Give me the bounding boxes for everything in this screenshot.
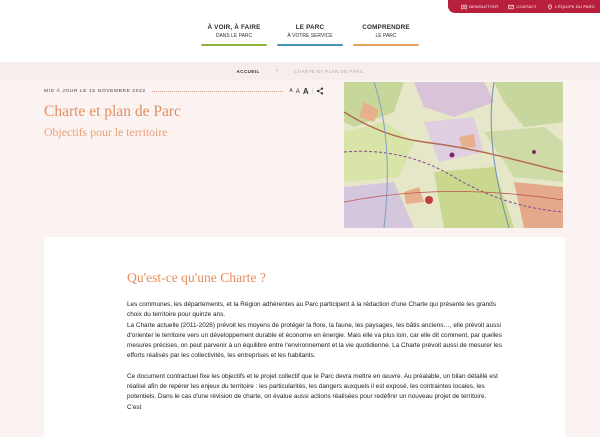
text-size-small-button[interactable]: A bbox=[289, 88, 293, 94]
dotted-divider bbox=[152, 91, 284, 92]
page-title: Charte et plan de Parc bbox=[44, 103, 181, 120]
tools-separator: | bbox=[311, 88, 313, 94]
nav-item-a-voir[interactable] bbox=[196, 24, 272, 46]
nav-subtitle: LE PARC bbox=[375, 33, 397, 39]
nav-title: LE PARC bbox=[295, 24, 325, 31]
contact-link[interactable] bbox=[508, 4, 536, 10]
share-icon[interactable] bbox=[316, 87, 324, 95]
utility-bar bbox=[448, 0, 600, 13]
nav-underline bbox=[201, 44, 267, 46]
nav-underline bbox=[353, 44, 419, 46]
nav-item-comprendre[interactable] bbox=[348, 24, 424, 46]
nav-item-le-parc[interactable] bbox=[272, 24, 348, 46]
newsletter-icon bbox=[461, 4, 467, 10]
breadcrumb bbox=[0, 62, 600, 80]
mail-icon bbox=[508, 4, 514, 10]
paragraph: La Charte actuelle (2011-2026) prévoit les moyens de protéger la flore, la faune, les paysages, les bâtis anciens…, elle prévoit aussi d'orienter le territoire vers un développement durable et économe en énergie. Mais elle va plus loin, car elle dit comment, par quelles mesures précises, on peut parvenir à un équilibre entre l'environnement et la vie quotidienne. La Charte prévoit aussi de mesurer les efforts réalisés par les collectivités, les entreprises et les habitants. bbox=[127, 321, 502, 360]
main-navigation bbox=[196, 24, 424, 46]
page-tools bbox=[289, 87, 324, 96]
page-header bbox=[44, 86, 324, 140]
content-card bbox=[44, 237, 565, 437]
section-body bbox=[127, 300, 502, 413]
site-header bbox=[0, 0, 600, 62]
nav-title: COMPRENDRE bbox=[362, 24, 410, 31]
section-heading: Qu'est-ce qu'une Charte ? bbox=[127, 270, 266, 285]
park-plan-map-image bbox=[344, 82, 563, 228]
updated-date: MIS À JOUR LE 15 NOVEMBRE 2022 bbox=[44, 88, 146, 94]
breadcrumb-separator: › bbox=[275, 68, 279, 74]
text-size-large-button[interactable]: A bbox=[302, 86, 309, 96]
newsletter-link[interactable] bbox=[461, 4, 498, 10]
nav-underline bbox=[277, 44, 343, 46]
team-label: L'ÉQUIPE DU PARC bbox=[554, 4, 595, 9]
page-subtitle: Objectifs pour le territoire bbox=[44, 125, 168, 139]
text-size-medium-button[interactable]: A bbox=[295, 87, 300, 95]
nav-title: À VOIR, À FAIRE bbox=[207, 24, 261, 31]
nav-subtitle: DANS LE PARC bbox=[215, 33, 253, 39]
breadcrumb-home[interactable]: ACCUEIL bbox=[236, 68, 260, 74]
contact-label: CONTACT bbox=[516, 4, 537, 9]
breadcrumb-current: CHARTE ET PLAN DE PARC bbox=[294, 68, 364, 74]
paragraph: Les communes, les départements, et la Région adhérentes au Parc participent à la rédaction d'une Charte qui présente les grands choix du territoire pour quinze ans. bbox=[127, 301, 496, 319]
team-link[interactable] bbox=[547, 4, 595, 10]
nav-subtitle: À VOTRE SERVICE bbox=[287, 33, 333, 39]
paragraph: Ce document contractuel fixe les objectifs et le projet collectif que le Parc devra mettre en œuvre. Au préalable, un bilan détaillé est réalisé afin de repérer les enjeux du territoire : les particularités, les dangers auxquels il est exposé, les contraintes locales, les potentiels. Dans le cas d'une révision de charte, on évalue aussi actions réalisées pour redéfinir un nouveau projet de territoire. C'est bbox=[127, 372, 498, 411]
newsletter-label: NEWSLETTER bbox=[469, 4, 499, 9]
meta-row bbox=[44, 86, 324, 96]
location-pin-icon bbox=[547, 4, 553, 10]
